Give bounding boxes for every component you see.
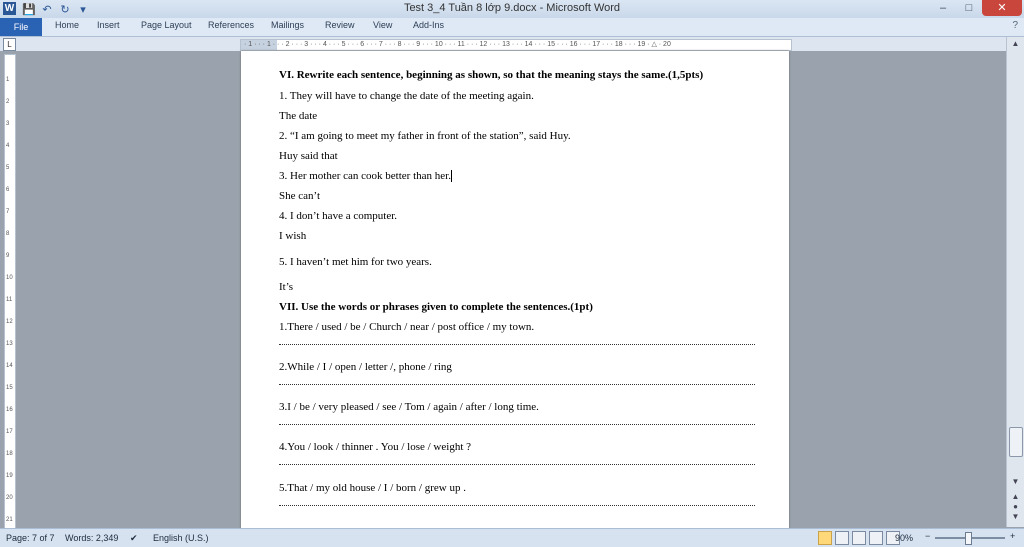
proofing-icon[interactable]: ✔ bbox=[130, 533, 138, 543]
next-page-icon[interactable]: ▼ bbox=[1011, 512, 1020, 521]
doc-line: 5. I haven’t met him for two years. bbox=[279, 256, 432, 268]
select-browse-object-icon[interactable]: ● bbox=[1013, 502, 1018, 511]
zoom-level[interactable]: 90% bbox=[895, 533, 914, 543]
ruler-tick: 7 bbox=[6, 209, 10, 215]
zoom-out-button[interactable]: − bbox=[925, 531, 931, 541]
help-icon[interactable]: ? bbox=[1012, 20, 1018, 31]
answer-dotted-line bbox=[279, 384, 755, 385]
document-page[interactable] bbox=[241, 51, 789, 530]
maximize-button[interactable]: □ bbox=[965, 2, 973, 14]
save-icon[interactable]: 💾 bbox=[22, 3, 36, 16]
vertical-scrollbar[interactable] bbox=[1006, 37, 1024, 527]
ruler-tick: 9 bbox=[6, 253, 10, 259]
word-count[interactable]: Words: 2,349 bbox=[65, 533, 119, 543]
doc-line: I wish bbox=[279, 230, 307, 242]
ruler-tick: 1 bbox=[6, 77, 10, 83]
section-heading-vii: VII. Use the words or phrases given to complete the sentences.(1pt) bbox=[279, 301, 593, 313]
ruler-tick: 20 bbox=[6, 495, 13, 501]
answer-dotted-line bbox=[279, 505, 755, 506]
zoom-in-button[interactable]: + bbox=[1010, 531, 1016, 541]
word-app-icon[interactable]: W bbox=[4, 3, 15, 14]
doc-line: The date bbox=[279, 110, 318, 122]
vertical-ruler[interactable] bbox=[4, 54, 16, 529]
tab-view[interactable]: View bbox=[373, 20, 393, 30]
print-layout-icon[interactable] bbox=[818, 531, 832, 545]
answer-dotted-line bbox=[279, 424, 755, 425]
doc-line: 5.That / my old house / I / born / grew up . bbox=[279, 482, 466, 494]
ruler-tick: 4 bbox=[6, 143, 10, 149]
doc-line: 2.While / I / open / letter /, phone / ring bbox=[279, 361, 452, 373]
tab-insert[interactable]: Insert bbox=[97, 20, 120, 30]
web-layout-icon[interactable] bbox=[852, 531, 866, 545]
tab-review[interactable]: Review bbox=[325, 20, 355, 30]
doc-line: It’s bbox=[279, 281, 294, 293]
minimize-button[interactable]: – bbox=[939, 2, 947, 14]
tab-file[interactable]: File bbox=[0, 18, 42, 36]
answer-dotted-line bbox=[279, 344, 755, 345]
ruler-tick: 6 bbox=[6, 187, 10, 193]
tab-home[interactable]: Home bbox=[55, 20, 80, 30]
scroll-down-arrow-icon[interactable]: ▼ bbox=[1011, 477, 1020, 486]
outline-icon[interactable] bbox=[869, 531, 883, 545]
ruler-tick: 15 bbox=[6, 385, 13, 391]
tab-mailings[interactable]: Mailings bbox=[271, 20, 305, 30]
doc-line: 4.You / look / thinner . You / lose / weight ? bbox=[279, 441, 472, 453]
ruler-tick: 21 bbox=[6, 517, 13, 523]
title-bar bbox=[0, 0, 1024, 19]
view-buttons bbox=[818, 531, 900, 545]
ruler-tick: 12 bbox=[6, 319, 13, 325]
ruler-tick: 16 bbox=[6, 407, 13, 413]
ruler-tick: 8 bbox=[6, 231, 10, 237]
window-title: Test 3_4 Tuần 8 lớp 9.docx - Microsoft Word bbox=[403, 2, 621, 14]
scroll-up-arrow-icon[interactable]: ▲ bbox=[1011, 39, 1020, 48]
doc-line: 4. I don’t have a computer. bbox=[279, 210, 398, 222]
ruler-tick: 2 bbox=[6, 99, 10, 105]
doc-line: Huy said that bbox=[279, 150, 338, 162]
answer-dotted-line bbox=[279, 464, 755, 465]
ruler-marks: · 1 · · · 1 · · · 2 · · · 3 · · · 4 · · · 5 · · · 6 · · · 7 · · · 8 · · · 9 · · · 10 · · · 11 · · · 12 · · · 13 · · · 14 · · · 15 · · · 16 · · · 17 · · · 18 · · · 19 · △ · 20 bbox=[244, 41, 671, 48]
doc-line: 1.There / used / be / Church / near / post office / my town. bbox=[279, 321, 535, 333]
text-cursor bbox=[451, 170, 452, 182]
close-button[interactable]: ✕ bbox=[982, 0, 1022, 16]
ruler-tick: 19 bbox=[6, 473, 13, 479]
full-screen-reading-icon[interactable] bbox=[835, 531, 849, 545]
undo-icon[interactable]: ↶ bbox=[42, 3, 52, 16]
previous-page-icon[interactable]: ▲ bbox=[1011, 492, 1020, 501]
tab-add-ins[interactable]: Add-Ins bbox=[413, 20, 445, 30]
section-heading-vi: VI. Rewrite each sentence, beginning as shown, so that the meaning stays the same.(1,5pts) bbox=[279, 69, 704, 81]
doc-line-with-cursor bbox=[279, 170, 452, 182]
ruler-tick: 18 bbox=[6, 451, 13, 457]
ruler-tick: 17 bbox=[6, 429, 13, 435]
ruler-row bbox=[0, 37, 1024, 51]
ruler-tick: 11 bbox=[6, 297, 13, 303]
window-controls bbox=[930, 0, 1022, 16]
customize-icon[interactable]: ▾ bbox=[80, 3, 86, 16]
tab-selector[interactable]: L bbox=[3, 38, 16, 51]
ruler-tick: 13 bbox=[6, 341, 13, 347]
tab-page-layout[interactable]: Page Layout bbox=[141, 20, 192, 30]
doc-line-text: 3. Her mother can cook better than her. bbox=[279, 170, 451, 182]
status-bar bbox=[0, 528, 1024, 547]
zoom-slider-knob[interactable] bbox=[965, 532, 972, 545]
horizontal-ruler[interactable] bbox=[240, 39, 792, 51]
ruler-tick: 5 bbox=[6, 165, 10, 171]
ribbon-tabs bbox=[0, 18, 1024, 37]
doc-line: 2. “I am going to meet my father in front of the station”, said Huy. bbox=[279, 130, 571, 142]
doc-line: She can’t bbox=[279, 190, 321, 202]
scroll-thumb[interactable] bbox=[1009, 427, 1023, 457]
language-indicator[interactable]: English (U.S.) bbox=[153, 533, 209, 543]
ruler-tick: 3 bbox=[6, 121, 10, 127]
ruler-tick: 10 bbox=[6, 275, 13, 281]
redo-icon[interactable]: ↻ bbox=[60, 3, 70, 16]
doc-line: 1. They will have to change the date of the meeting again. bbox=[279, 90, 534, 102]
tab-references[interactable]: References bbox=[208, 20, 255, 30]
doc-line: 3.I / be / very pleased / see / Tom / again / after / long time. bbox=[279, 401, 539, 413]
page-count[interactable]: Page: 7 of 7 bbox=[6, 533, 55, 543]
ruler-tick: 14 bbox=[6, 363, 13, 369]
